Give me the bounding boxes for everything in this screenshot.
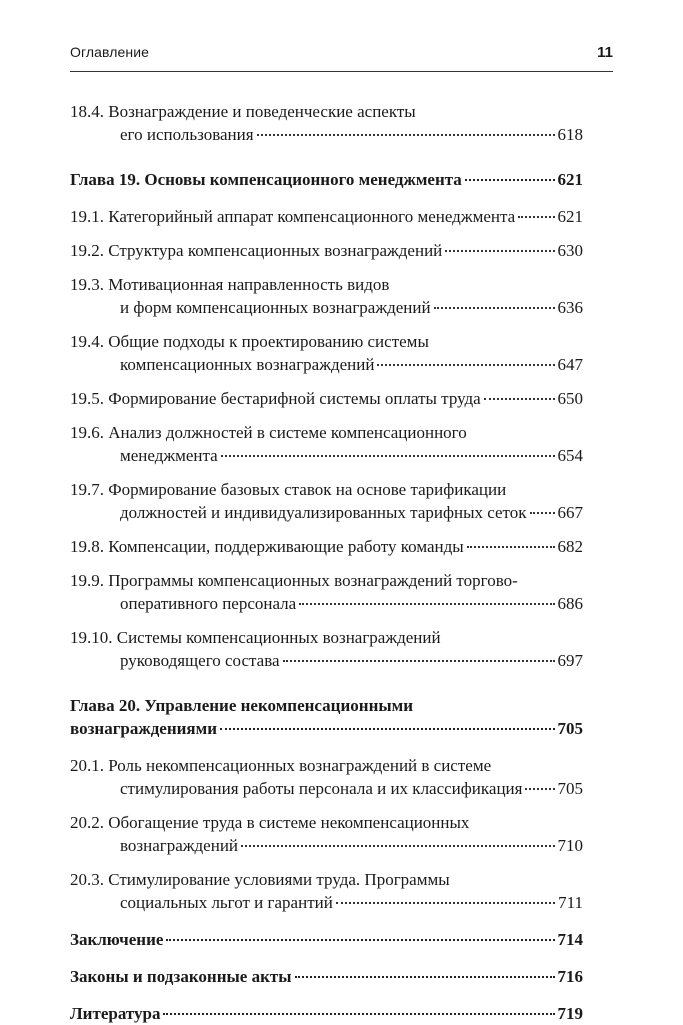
toc-entry-title: 18.4. Вознаграждение и поведенческие аспекты: [70, 102, 416, 121]
toc-chapter-page: 716: [557, 967, 583, 986]
dot-leader: [465, 179, 555, 181]
toc-entry-title: 19.2. Структура компенсационных вознаграждений: [70, 241, 443, 260]
dot-leader: [518, 216, 554, 218]
toc-entry-19-5[interactable]: [70, 387, 583, 410]
dot-leader: [484, 398, 555, 400]
toc-entry-19-10[interactable]: [70, 626, 583, 672]
toc-entry-19-1[interactable]: [70, 205, 583, 228]
toc-entry-19-2[interactable]: [70, 239, 583, 262]
toc-entry-20-3[interactable]: [70, 868, 583, 914]
dot-leader: [434, 307, 555, 309]
dot-leader: [163, 1013, 554, 1015]
toc-entry-18-4[interactable]: [70, 100, 583, 146]
toc-entry-title: и форм компенсационных вознаграждений: [120, 298, 431, 317]
toc-entry-title: менеджмента: [120, 446, 218, 465]
toc-chapter-20[interactable]: [70, 694, 583, 740]
toc-entry-title: вознаграждений: [120, 836, 239, 855]
dot-leader: [221, 455, 555, 457]
toc-entry-page: 697: [557, 651, 583, 670]
toc-entry-page: 630: [557, 241, 583, 260]
toc-entry-title: 20.3. Стимулирование условиями труда. Программы: [70, 870, 450, 889]
dot-leader: [220, 728, 555, 730]
dot-leader: [445, 250, 554, 252]
toc-chapter-page: 719: [557, 1004, 583, 1023]
toc-entry-title: оперативного персонала: [120, 594, 297, 613]
toc-entry-title: 20.2. Обогащение труда в системе некомпенсационных: [70, 813, 470, 832]
toc-entry-19-8[interactable]: [70, 535, 583, 558]
toc-chapter-title: Литература: [70, 1004, 161, 1023]
toc-entry-title: 20.1. Роль некомпенсационных вознаграждений в системе: [70, 756, 492, 775]
dot-leader: [257, 134, 555, 136]
toc-entry-19-9[interactable]: [70, 569, 583, 615]
toc-entry-title: 19.10. Системы компенсационных вознаграждений: [70, 628, 441, 647]
dot-leader: [166, 939, 554, 941]
dot-leader: [295, 976, 555, 978]
toc-entry-20-1[interactable]: [70, 754, 583, 800]
toc-entry-page: 686: [557, 594, 583, 613]
toc-entry-page: 705: [557, 779, 583, 798]
dot-leader: [467, 546, 555, 548]
toc-entry-page: 654: [557, 446, 583, 465]
toc-chapter-page: 714: [557, 930, 583, 949]
toc-entry-19-3[interactable]: [70, 273, 583, 319]
dot-leader: [283, 660, 555, 662]
toc-entry-title: 19.9. Программы компенсационных вознаграждений торгово-: [70, 571, 518, 590]
dot-leader: [299, 603, 554, 605]
toc-entry-title: 19.8. Компенсации, поддерживающие работу команды: [70, 537, 464, 556]
toc-entry-title: 19.6. Анализ должностей в системе компенсационного: [70, 423, 467, 442]
dot-leader: [336, 902, 555, 904]
toc-entry-page: 650: [557, 389, 583, 408]
toc-chapter-title: Заключение: [70, 930, 164, 949]
toc-entry-page: 711: [558, 893, 583, 912]
running-head: [70, 44, 613, 61]
toc-chapter-19[interactable]: [70, 168, 583, 191]
toc-chapter-title: Законы и подзаконные акты: [70, 967, 292, 986]
toc-entry-page: 667: [557, 503, 583, 522]
dot-leader: [530, 512, 555, 514]
toc-chapter-title: Глава 20. Управление некомпенсационными: [70, 696, 414, 715]
toc-entry-19-6[interactable]: [70, 421, 583, 467]
toc-literature[interactable]: [70, 1002, 583, 1025]
toc-entry-title: 19.1. Категорийный аппарат компенсационного менеджмента: [70, 207, 516, 226]
toc-entry-page: 647: [557, 355, 583, 374]
toc-entry-title: 19.7. Формирование базовых ставок на основе тарификации: [70, 480, 507, 499]
header-title: Оглавление: [70, 44, 150, 60]
toc-entry-title: стимулирования работы персонала и их классификация: [120, 779, 523, 798]
header-page-number: 11: [597, 44, 613, 61]
header-rule: [70, 71, 613, 72]
toc-entry-page: 621: [557, 207, 583, 226]
toc-entry-title: 19.5. Формирование бестарифной системы оплаты труда: [70, 389, 481, 408]
toc-entry-page: 636: [557, 298, 583, 317]
dot-leader: [377, 364, 554, 366]
toc-chapter-page: 621: [557, 170, 583, 189]
toc-entry-title: 19.3. Мотивационная направленность видов: [70, 275, 390, 294]
toc-entry-page: 618: [557, 125, 583, 144]
toc-entry-title: руководящего состава: [120, 651, 280, 670]
toc-laws[interactable]: [70, 965, 583, 988]
toc-conclusion[interactable]: [70, 928, 583, 951]
toc-entry-19-7[interactable]: [70, 478, 583, 524]
table-of-contents: [70, 100, 583, 1025]
toc-chapter-page: 705: [557, 719, 583, 738]
toc-entry-page: 710: [557, 836, 583, 855]
toc-entry-title: социальных льгот и гарантий: [120, 893, 333, 912]
toc-chapter-title: Глава 19. Основы компенсационного менеджмента: [70, 170, 462, 189]
toc-entry-page: 682: [557, 537, 583, 556]
toc-entry-title: его использования: [120, 125, 254, 144]
dot-leader: [241, 845, 554, 847]
toc-entry-19-4[interactable]: [70, 330, 583, 376]
toc-entry-20-2[interactable]: [70, 811, 583, 857]
dot-leader: [525, 788, 554, 790]
toc-entry-title: должностей и индивидуализированных тарифных сеток: [120, 503, 527, 522]
toc-entry-title: 19.4. Общие подходы к проектированию системы: [70, 332, 429, 351]
toc-entry-title: компенсационных вознаграждений: [120, 355, 375, 374]
toc-chapter-title: вознаграждениями: [70, 719, 217, 738]
